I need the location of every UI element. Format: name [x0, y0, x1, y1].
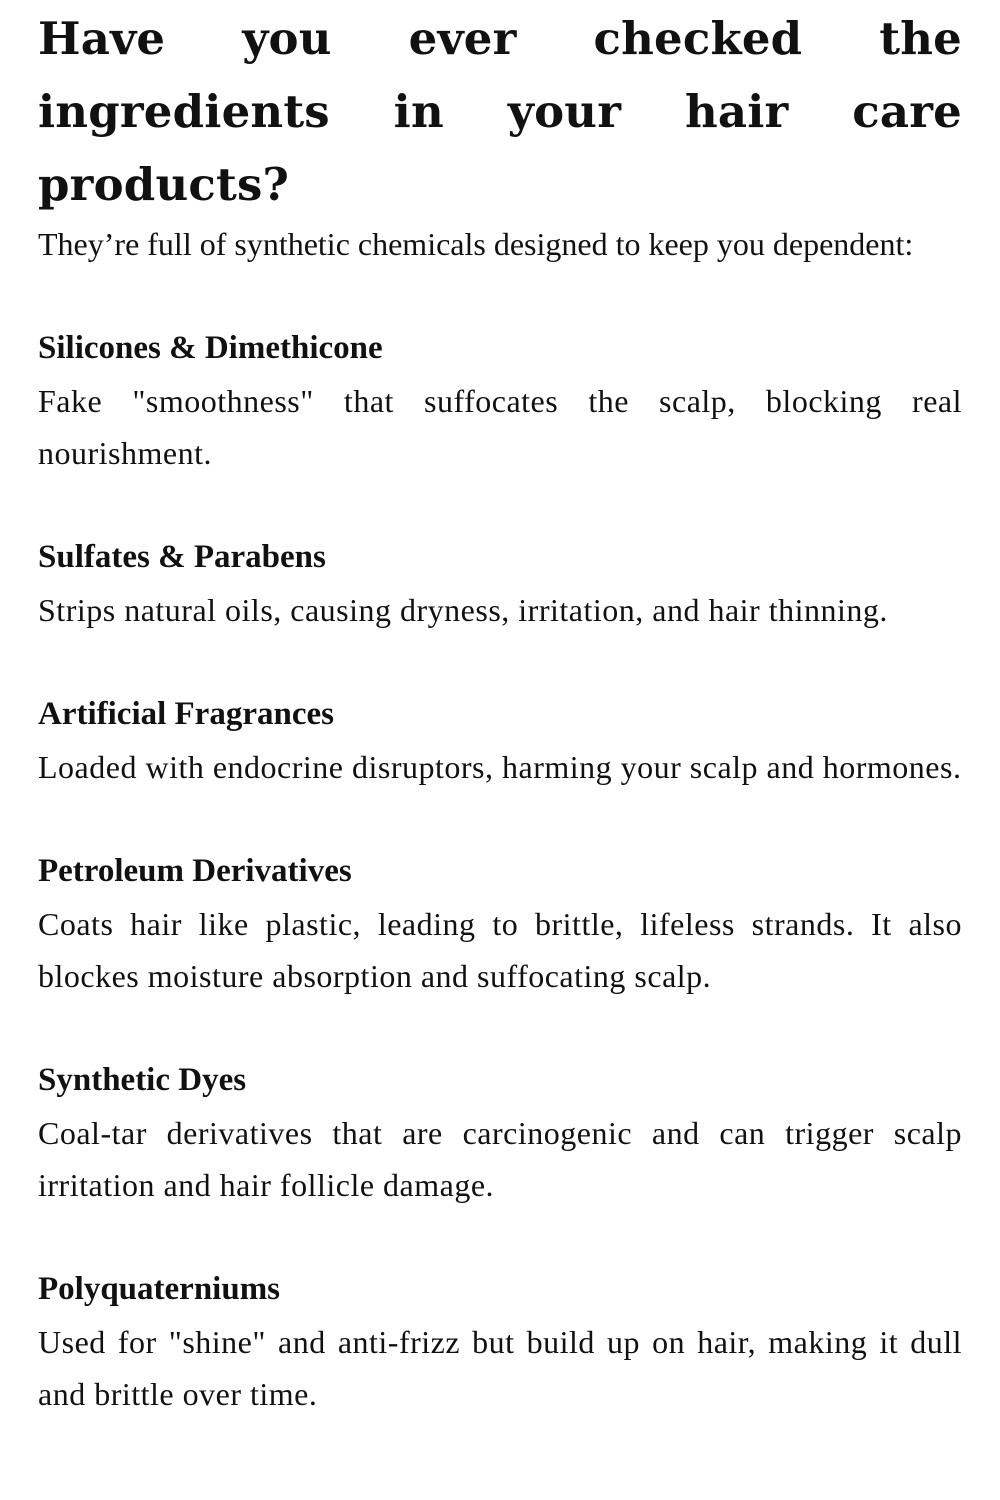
ingredient-description: Coats hair like plastic, leading to brittle, lifeless strands. It also blockes moisture absorption and suffocating scalp.: [38, 906, 962, 994]
page-title: Have you ever checked the ingredients in your hair care products?: [38, 12, 962, 211]
ingredient-item: [38, 845, 962, 1002]
ingredient-title: Silicones & Dimethicone: [38, 330, 383, 366]
ingredient-title: Petroleum Derivatives: [38, 853, 352, 889]
ingredient-description: Fake "smoothness" that suffocates the scalp, blocking real nourishment.: [38, 383, 962, 471]
ingredient-description: Strips natural oils, causing dryness, irritation, and hair thinning.: [38, 592, 888, 628]
ingredient-description: Used for "shine" and anti-frizz but build up on hair, making it dull and brittle over time.: [38, 1324, 962, 1412]
ingredient-title: Artificial Fragrances: [38, 696, 334, 732]
ingredient-title: Synthetic Dyes: [38, 1062, 247, 1098]
ingredient-description: Coal-tar derivatives that are carcinogenic and can trigger scalp irritation and hair follicle damage.: [38, 1115, 962, 1203]
ingredient-description: Loaded with endocrine disruptors, harming your scalp and hormones.: [38, 749, 962, 785]
ingredient-item: [38, 1054, 962, 1211]
ingredient-item: [38, 531, 962, 636]
ingredient-title: Sulfates & Parabens: [38, 539, 326, 575]
ingredient-item: [38, 688, 962, 793]
ingredient-item: [38, 322, 962, 479]
intro-paragraph: They’re full of synthetic chemicals designed to keep you dependent:: [38, 226, 914, 262]
ingredient-title: Polyquaterniums: [38, 1271, 281, 1307]
ingredient-item: [38, 1263, 962, 1420]
